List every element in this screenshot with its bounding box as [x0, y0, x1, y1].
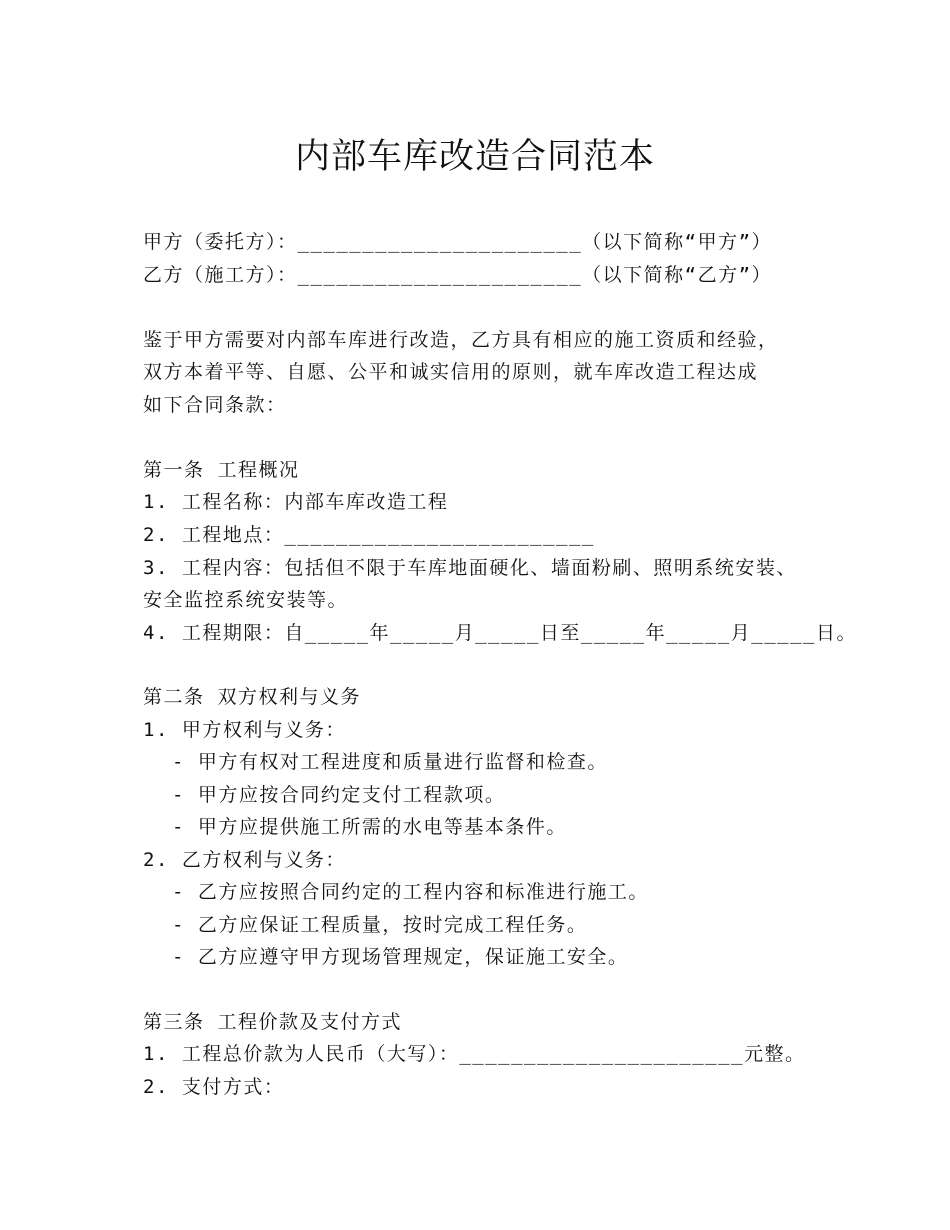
article2-b-item-3: - 乙方应遵守甲方现场管理规定，保证施工安全。: [172, 946, 629, 968]
article1-item-3-cont: 安全监控系统安装等。: [143, 589, 349, 611]
article2-heading: 第二条 双方权利与义务: [143, 686, 361, 708]
party-b-line: 乙方（施工方）：______________________（以下简称“乙方”）: [143, 264, 773, 286]
article2-a-item-2: - 甲方应按合同约定支付工程款项。: [172, 784, 506, 806]
preamble-line-2: 双方本着平等、自愿、公平和诚实信用的原则，就车库改造工程达成: [143, 361, 759, 383]
article1-item-1: 1. 工程名称：内部车库改造工程: [143, 491, 449, 513]
article2-a-item-3: - 甲方应提供施工所需的水电等基本条件。: [172, 816, 567, 838]
article3-item-1: 1. 工程总价款为人民币（大写）：______________________元整。: [143, 1043, 806, 1065]
article3-heading: 第三条 工程价款及支付方式: [143, 1011, 402, 1033]
article3-item-2: 2. 支付方式：: [143, 1076, 285, 1098]
page-title: 内部车库改造合同范本: [294, 137, 655, 177]
article2-b-title: 2. 乙方权利与义务：: [143, 849, 346, 871]
preamble-line-3: 如下合同条款：: [143, 394, 287, 416]
article1-item-4: 4. 工程期限：自_____年_____月_____日至_____年_____月_____日。: [143, 622, 857, 644]
article2-a-title: 1. 甲方权利与义务：: [143, 719, 346, 741]
party-a-line: 甲方（委托方）：______________________（以下简称“甲方”）: [143, 231, 773, 253]
article1-heading: 第一条 工程概况: [143, 459, 300, 481]
preamble-line-1: 鉴于甲方需要对内部车库进行改造，乙方具有相应的施工资质和经验，: [143, 329, 779, 351]
article2-b-item-1: - 乙方应按照合同约定的工程内容和标准进行施工。: [172, 881, 649, 903]
article2-a-item-1: - 甲方有权对工程进度和质量进行监督和检查。: [172, 751, 608, 773]
article1-item-3: 3. 工程内容：包括但不限于车库地面硬化、墙面粉刷、照明系统安装、: [143, 557, 797, 579]
article1-item-2: 2. 工程地点：________________________: [143, 524, 595, 546]
article2-b-item-2: - 乙方应保证工程质量，按时完成工程任务。: [172, 914, 588, 936]
